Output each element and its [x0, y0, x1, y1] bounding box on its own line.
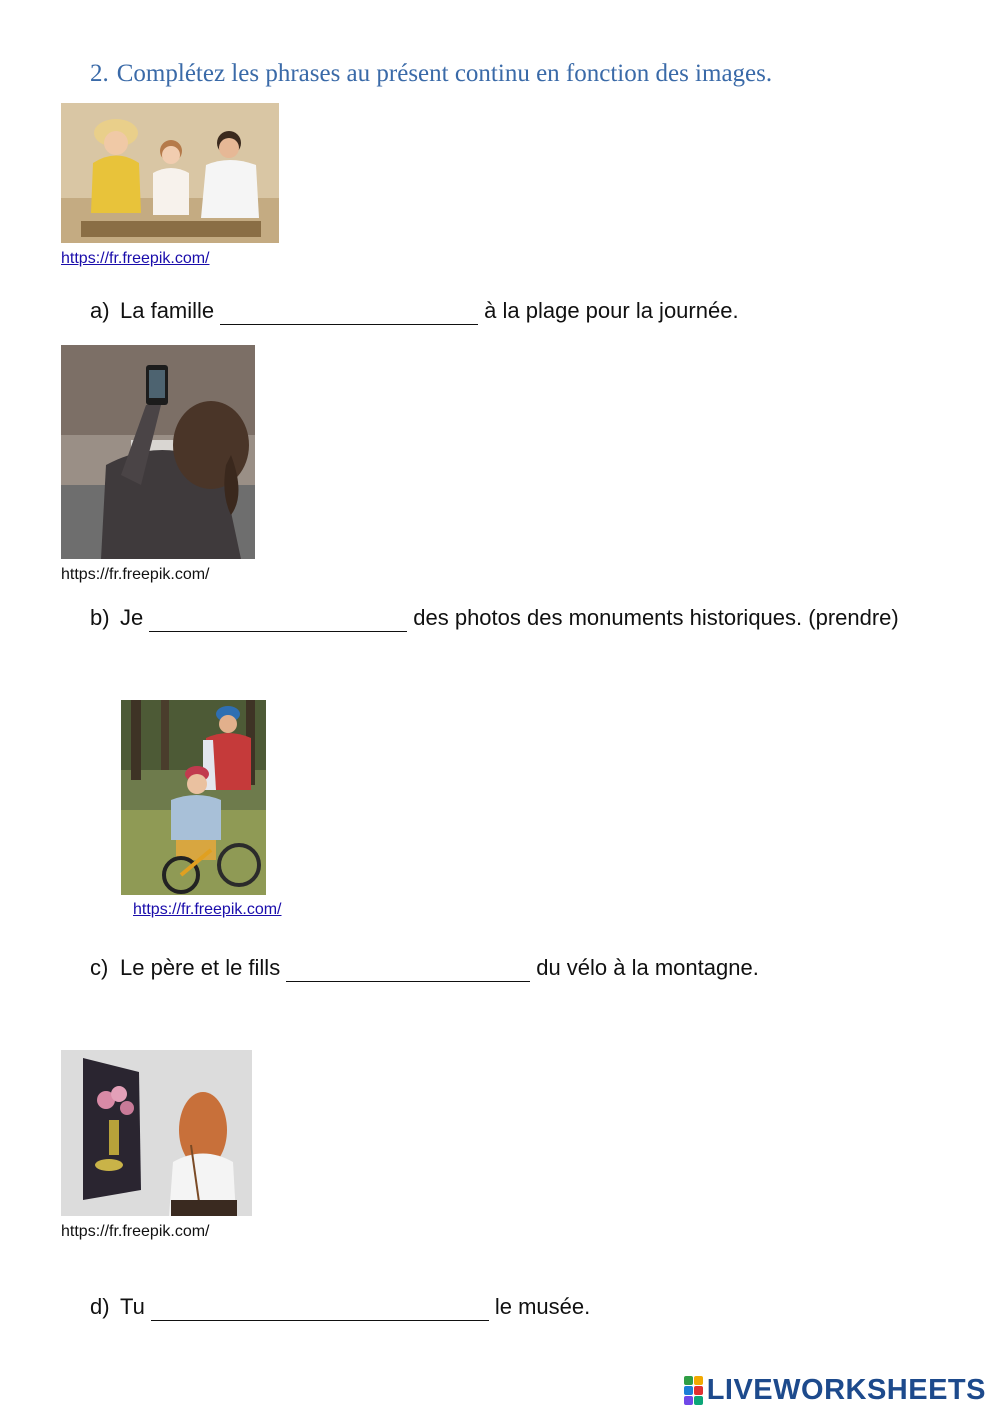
logo-icon [684, 1376, 703, 1405]
answer-field-d[interactable] [151, 1298, 489, 1321]
photo-woman-museum [61, 1050, 252, 1216]
credit-text-b: https://fr.freepik.com/ [61, 566, 210, 583]
exercise-number: 2. [90, 60, 109, 87]
photo-father-son-cycling [121, 700, 266, 895]
item-letter: d) [90, 1294, 110, 1319]
sentence-end: des photos des monuments historiques. (prendre) [413, 605, 899, 630]
sentence-end: le musée. [494, 1294, 591, 1319]
liveworksheets-logo [684, 1374, 986, 1407]
item-letter: c) [90, 955, 109, 980]
answer-field-c[interactable] [286, 959, 530, 982]
sentence-start: Le père et le fills [120, 955, 281, 980]
answer-field-b[interactable] [149, 609, 407, 632]
sentence-start: Je [120, 605, 144, 630]
answer-field-a[interactable] [220, 302, 478, 325]
photo-woman-phone [61, 345, 255, 559]
sentence-a [90, 298, 739, 325]
credit-link-c[interactable]: https://fr.freepik.com/ [133, 901, 282, 918]
item-letter: b) [90, 605, 110, 630]
exercise-instruction: Complétez les phrases au présent continu en fonction des images. [116, 60, 773, 87]
credit-text-d: https://fr.freepik.com/ [61, 1223, 210, 1240]
exercise-heading [90, 60, 772, 88]
credit-link-a[interactable]: https://fr.freepik.com/ [61, 250, 210, 267]
photo-family-beach [61, 103, 279, 243]
sentence-start: Tu [120, 1294, 145, 1319]
sentence-start: La famille [120, 298, 215, 323]
sentence-b [90, 605, 899, 632]
sentence-end: à la plage pour la journée. [484, 298, 739, 323]
sentence-end: du vélo à la montagne. [536, 955, 759, 980]
logo-text: LIVEWORKSHEETS [706, 1374, 986, 1406]
sentence-d [90, 1294, 590, 1321]
sentence-c [90, 955, 759, 982]
item-letter: a) [90, 298, 110, 323]
